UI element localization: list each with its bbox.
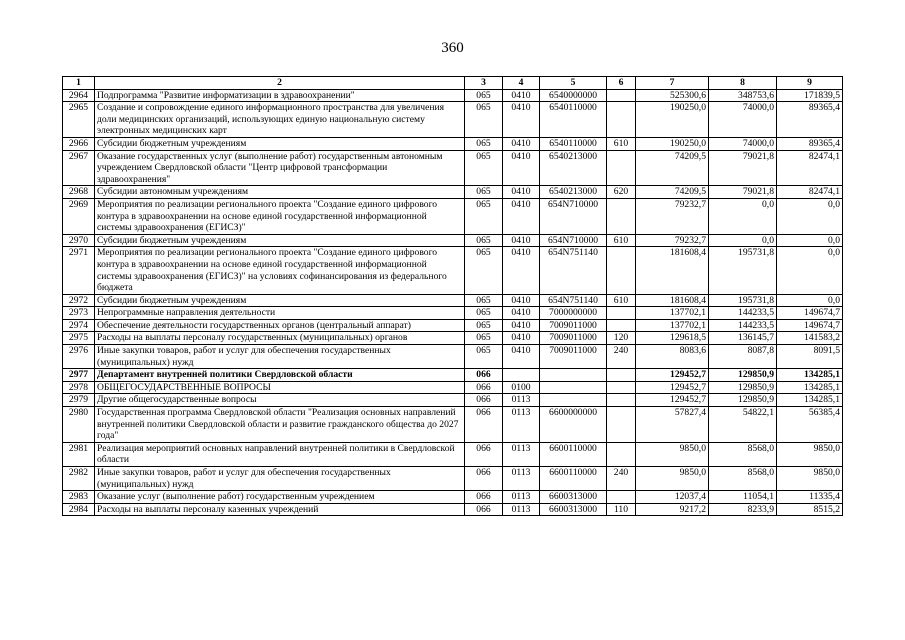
row-value-year2: 144233,5 [709, 319, 777, 332]
row-value-year3: 82474,1 [777, 186, 843, 199]
row-name: ОБЩЕГОСУДАРСТВЕННЫЕ ВОПРОСЫ [95, 381, 465, 394]
row-value-year3: 11335,4 [777, 491, 843, 504]
row-name: Подпрограмма "Развитие информатизации в здравоохранении" [95, 89, 465, 102]
row-value-year1: 525300,6 [636, 89, 709, 102]
row-value-year1: 190250,0 [636, 102, 709, 138]
row-target-code: 7000000000 [540, 307, 607, 320]
row-expense-type: 610 [607, 294, 636, 307]
row-value-year3: 9850,0 [777, 467, 843, 491]
row-ministry-code: 066 [465, 407, 503, 443]
row-value-year2: 195731,8 [709, 294, 777, 307]
row-expense-type [607, 369, 636, 382]
table-row [63, 503, 843, 516]
row-section-code: 0113 [503, 491, 540, 504]
row-value-year2: 74000,0 [709, 102, 777, 138]
row-ministry-code: 065 [465, 345, 503, 369]
row-target-code [540, 369, 607, 382]
row-ministry-code: 065 [465, 319, 503, 332]
row-number: 2971 [63, 247, 95, 294]
table-row [63, 137, 843, 150]
row-target-code: 7009011000 [540, 332, 607, 345]
row-ministry-code: 065 [465, 102, 503, 138]
row-section-code: 0113 [503, 442, 540, 466]
row-value-year1: 74209,5 [636, 186, 709, 199]
table-row [63, 467, 843, 491]
row-number: 2968 [63, 186, 95, 199]
row-value-year2: 79021,8 [709, 150, 777, 186]
table-row [63, 307, 843, 320]
row-section-code: 0410 [503, 319, 540, 332]
row-value-year3: 0,0 [777, 294, 843, 307]
row-name: Оказание государственных услуг (выполнение работ) государственным автономным учреждением Свердловской области "Центр цифровой трансформации здравоохранения" [95, 150, 465, 186]
row-value-year1: 129452,7 [636, 394, 709, 407]
row-expense-type [607, 381, 636, 394]
row-number: 2970 [63, 234, 95, 247]
row-expense-type: 240 [607, 467, 636, 491]
row-expense-type: 240 [607, 345, 636, 369]
row-value-year2: 129850,9 [709, 394, 777, 407]
row-ministry-code: 066 [465, 491, 503, 504]
row-expense-type [607, 407, 636, 443]
row-ministry-code: 066 [465, 369, 503, 382]
row-expense-type [607, 102, 636, 138]
row-value-year2: 129850,9 [709, 381, 777, 394]
row-value-year3: 141583,2 [777, 332, 843, 345]
row-name: Расходы на выплаты персоналу государственных (муниципальных) органов [95, 332, 465, 345]
row-section-code: 0410 [503, 198, 540, 234]
row-expense-type [607, 319, 636, 332]
row-value-year3: 82474,1 [777, 150, 843, 186]
row-target-code: 6540110000 [540, 137, 607, 150]
row-section-code: 0113 [503, 467, 540, 491]
row-value-year2: 11054,1 [709, 491, 777, 504]
row-number: 2977 [63, 369, 95, 382]
row-expense-type [607, 307, 636, 320]
header-cell: 3 [465, 77, 503, 90]
row-value-year2: 54822,1 [709, 407, 777, 443]
row-value-year2: 8568,0 [709, 467, 777, 491]
row-value-year1: 79232,7 [636, 198, 709, 234]
row-value-year1: 190250,0 [636, 137, 709, 150]
row-name: Иные закупки товаров, работ и услуг для обеспечения государственных (муниципальных) нужд [95, 467, 465, 491]
row-value-year2: 0,0 [709, 234, 777, 247]
table-row [63, 89, 843, 102]
table-row [63, 442, 843, 466]
row-value-year3: 171839,5 [777, 89, 843, 102]
row-value-year3: 0,0 [777, 198, 843, 234]
row-ministry-code: 066 [465, 394, 503, 407]
row-value-year2: 144233,5 [709, 307, 777, 320]
row-number: 2980 [63, 407, 95, 443]
row-ministry-code: 066 [465, 503, 503, 516]
row-number: 2982 [63, 467, 95, 491]
row-ministry-code: 065 [465, 198, 503, 234]
row-number: 2973 [63, 307, 95, 320]
row-name: Субсидии бюджетным учреждениям [95, 137, 465, 150]
row-value-year2: 129850,9 [709, 369, 777, 382]
header-cell: 2 [95, 77, 465, 90]
row-target-code: 654N751140 [540, 294, 607, 307]
table-row [63, 198, 843, 234]
table-row [63, 102, 843, 138]
row-value-year1: 9850,0 [636, 467, 709, 491]
header-row [63, 77, 843, 90]
row-section-code: 0410 [503, 150, 540, 186]
row-value-year2: 0,0 [709, 198, 777, 234]
row-target-code: 7009011000 [540, 345, 607, 369]
table-row [63, 332, 843, 345]
row-value-year3: 0,0 [777, 247, 843, 294]
row-section-code: 0410 [503, 186, 540, 199]
row-section-code: 0100 [503, 381, 540, 394]
row-section-code [503, 369, 540, 382]
row-name: Реализация мероприятий основных направлений внутренней политики в Свердловской области [95, 442, 465, 466]
row-value-year1: 79232,7 [636, 234, 709, 247]
header-cell: 9 [777, 77, 843, 90]
row-target-code: 6600110000 [540, 467, 607, 491]
row-number: 2976 [63, 345, 95, 369]
row-number: 2966 [63, 137, 95, 150]
row-value-year3: 149674,7 [777, 319, 843, 332]
row-value-year2: 8568,0 [709, 442, 777, 466]
row-target-code: 7009011000 [540, 319, 607, 332]
row-ministry-code: 065 [465, 307, 503, 320]
row-value-year2: 79021,8 [709, 186, 777, 199]
row-section-code: 0410 [503, 294, 540, 307]
row-section-code: 0410 [503, 247, 540, 294]
row-target-code [540, 394, 607, 407]
table-row [63, 319, 843, 332]
row-value-year1: 129452,7 [636, 369, 709, 382]
row-target-code: 6540213000 [540, 150, 607, 186]
header-cell: 5 [540, 77, 607, 90]
row-target-code: 654N710000 [540, 198, 607, 234]
row-value-year3: 134285,1 [777, 394, 843, 407]
table-row [63, 394, 843, 407]
row-ministry-code: 066 [465, 467, 503, 491]
header-cell: 4 [503, 77, 540, 90]
row-target-code: 654N710000 [540, 234, 607, 247]
row-name: Создание и сопровождение единого информационного пространства для увеличения доли медицинских организаций, использующих единую национальную систему электронных медицинских карт [95, 102, 465, 138]
row-value-year1: 129618,5 [636, 332, 709, 345]
row-expense-type: 120 [607, 332, 636, 345]
table-row [63, 381, 843, 394]
row-value-year3: 0,0 [777, 234, 843, 247]
row-value-year1: 137702,1 [636, 307, 709, 320]
table-row [63, 186, 843, 199]
row-value-year1: 8083,6 [636, 345, 709, 369]
budget-table [62, 76, 843, 516]
header-cell: 6 [607, 77, 636, 90]
row-section-code: 0113 [503, 407, 540, 443]
row-value-year1: 9850,0 [636, 442, 709, 466]
row-value-year2: 136145,7 [709, 332, 777, 345]
row-section-code: 0410 [503, 137, 540, 150]
header-cell: 8 [709, 77, 777, 90]
row-name: Субсидии бюджетным учреждениям [95, 234, 465, 247]
row-value-year3: 149674,7 [777, 307, 843, 320]
row-value-year1: 137702,1 [636, 319, 709, 332]
row-value-year2: 74000,0 [709, 137, 777, 150]
row-name: Субсидии бюджетным учреждениям [95, 294, 465, 307]
row-section-code: 0410 [503, 332, 540, 345]
row-name: Оказание услуг (выполнение работ) государственным учреждением [95, 491, 465, 504]
row-value-year2: 348753,6 [709, 89, 777, 102]
row-section-code: 0410 [503, 345, 540, 369]
row-name: Обеспечение деятельности государственных органов (центральный аппарат) [95, 319, 465, 332]
row-value-year1: 74209,5 [636, 150, 709, 186]
row-number: 2974 [63, 319, 95, 332]
row-ministry-code: 065 [465, 234, 503, 247]
row-number: 2972 [63, 294, 95, 307]
row-target-code: 6600000000 [540, 407, 607, 443]
row-number: 2983 [63, 491, 95, 504]
row-expense-type: 110 [607, 503, 636, 516]
row-target-code: 6600313000 [540, 491, 607, 504]
table-row [63, 150, 843, 186]
row-ministry-code: 065 [465, 150, 503, 186]
row-target-code: 6600110000 [540, 442, 607, 466]
table-row [63, 491, 843, 504]
row-name: Мероприятия по реализации регионального проекта "Создание единого цифрового контура в здравоохранении на основе единой государственной информационной системы здравоохранения (ЕГИСЗ)" [95, 198, 465, 234]
header-cell: 7 [636, 77, 709, 90]
row-target-code: 6540213000 [540, 186, 607, 199]
row-name: Субсидии автономным учреждениям [95, 186, 465, 199]
row-value-year3: 134285,1 [777, 381, 843, 394]
row-number: 2979 [63, 394, 95, 407]
row-name: Другие общегосударственные вопросы [95, 394, 465, 407]
row-section-code: 0410 [503, 307, 540, 320]
row-value-year2: 8233,9 [709, 503, 777, 516]
row-ministry-code: 065 [465, 137, 503, 150]
row-expense-type [607, 89, 636, 102]
row-section-code: 0113 [503, 503, 540, 516]
row-expense-type: 610 [607, 137, 636, 150]
row-expense-type [607, 247, 636, 294]
table-row [63, 345, 843, 369]
row-expense-type [607, 150, 636, 186]
row-value-year1: 9217,2 [636, 503, 709, 516]
table-row [63, 234, 843, 247]
row-ministry-code: 066 [465, 381, 503, 394]
row-expense-type: 610 [607, 234, 636, 247]
row-expense-type [607, 491, 636, 504]
row-section-code: 0113 [503, 394, 540, 407]
row-number: 2984 [63, 503, 95, 516]
row-number: 2981 [63, 442, 95, 466]
row-name: Расходы на выплаты персоналу казенных учреждений [95, 503, 465, 516]
budget-table-body [63, 89, 843, 516]
row-ministry-code: 065 [465, 186, 503, 199]
row-number: 2967 [63, 150, 95, 186]
row-number: 2975 [63, 332, 95, 345]
row-expense-type: 620 [607, 186, 636, 199]
row-target-code: 6540000000 [540, 89, 607, 102]
row-value-year3: 9850,0 [777, 442, 843, 466]
row-ministry-code: 065 [465, 332, 503, 345]
table-row [63, 407, 843, 443]
row-name: Непрограммные направления деятельности [95, 307, 465, 320]
row-section-code: 0410 [503, 102, 540, 138]
row-value-year3: 8515,2 [777, 503, 843, 516]
row-ministry-code: 065 [465, 89, 503, 102]
row-expense-type [607, 394, 636, 407]
row-number: 2969 [63, 198, 95, 234]
row-ministry-code: 066 [465, 442, 503, 466]
row-section-code: 0410 [503, 234, 540, 247]
row-number: 2978 [63, 381, 95, 394]
row-ministry-code: 065 [465, 247, 503, 294]
row-value-year2: 8087,8 [709, 345, 777, 369]
row-target-code: 6600313000 [540, 503, 607, 516]
table-row [63, 247, 843, 294]
page-number: 360 [441, 40, 464, 56]
row-value-year3: 8091,5 [777, 345, 843, 369]
row-target-code: 6540110000 [540, 102, 607, 138]
row-value-year3: 89365,4 [777, 137, 843, 150]
table-row [63, 294, 843, 307]
row-name: Департамент внутренней политики Свердловской области [95, 369, 465, 382]
row-value-year3: 89365,4 [777, 102, 843, 138]
row-expense-type [607, 442, 636, 466]
row-number: 2965 [63, 102, 95, 138]
row-ministry-code: 065 [465, 294, 503, 307]
row-value-year1: 181608,4 [636, 247, 709, 294]
row-expense-type [607, 198, 636, 234]
row-value-year1: 12037,4 [636, 491, 709, 504]
row-value-year1: 57827,4 [636, 407, 709, 443]
row-name: Иные закупки товаров, работ и услуг для обеспечения государственных (муниципальных) нужд [95, 345, 465, 369]
row-section-code: 0410 [503, 89, 540, 102]
row-number: 2964 [63, 89, 95, 102]
row-target-code: 654N751140 [540, 247, 607, 294]
row-value-year1: 129452,7 [636, 381, 709, 394]
row-value-year2: 195731,8 [709, 247, 777, 294]
row-value-year3: 134285,1 [777, 369, 843, 382]
row-name: Мероприятия по реализации регионального проекта "Создание единого цифрового контура в здравоохранении на основе единой государственной информационной системы здравоохранения (ЕГИСЗ)" на условиях софинансирования из федерального бюджета [95, 247, 465, 294]
row-value-year3: 56385,4 [777, 407, 843, 443]
table-row [63, 369, 843, 382]
header-cell: 1 [63, 77, 95, 90]
row-target-code [540, 381, 607, 394]
row-name: Государственная программа Свердловской области "Реализация основных направлений внутренней политики Свердловской области и развитие гражданского общества до 2027 года" [95, 407, 465, 443]
row-value-year1: 181608,4 [636, 294, 709, 307]
